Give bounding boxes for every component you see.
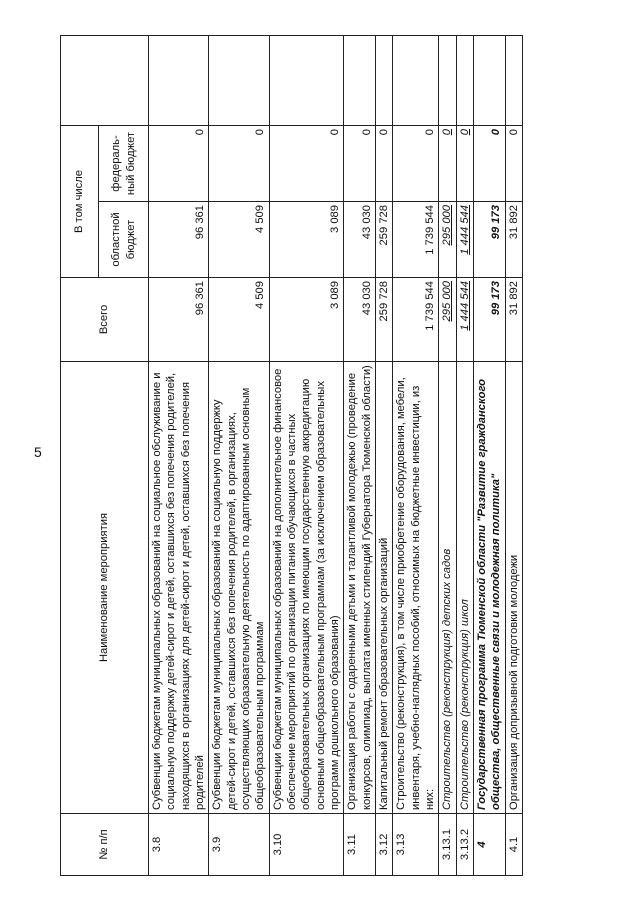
table-row (269, 35, 344, 875)
page-number: 5 (34, 444, 42, 460)
header-name: Наименование мероприятия (61, 362, 149, 814)
row-federal: 0 (209, 125, 269, 201)
table-row (149, 35, 209, 875)
row-empty (456, 35, 473, 125)
row-number: 3.13 (393, 814, 439, 876)
row-regional: 1 444 544 (456, 202, 473, 278)
row-total: 1 739 544 (393, 278, 439, 362)
row-total: 259 728 (375, 278, 392, 362)
row-total: 295 000 (439, 278, 456, 362)
row-name: Субвенции бюджетам муниципальных образований на социальную поддержку детей-сирот и детей, оставшихся без попечения родителей, в организациях, осуществляющих образовательную деятельность по адаптированным основным общеобразовательным программам (209, 362, 269, 814)
row-federal: 0 (473, 125, 505, 201)
table-row (473, 35, 505, 875)
row-name: Строительство (реконструкция), в том числе приобретение оборудования, мебели, инвентаря, учебно-наглядных пособий, относимых на бюджетные инвестиции, из них: (393, 362, 439, 814)
row-empty (269, 35, 344, 125)
table-row (209, 35, 269, 875)
row-federal: 0 (456, 125, 473, 201)
row-federal: 0 (344, 125, 376, 201)
header-empty (61, 35, 149, 125)
row-number: 4 (473, 814, 505, 876)
row-number: 3.8 (149, 814, 209, 876)
row-federal: 0 (393, 125, 439, 201)
row-total: 3 089 (269, 278, 344, 362)
table-row (375, 35, 392, 875)
row-empty (149, 35, 209, 125)
row-federal: 0 (375, 125, 392, 201)
row-federal: 0 (505, 125, 522, 201)
row-number: 3.10 (269, 814, 344, 876)
row-regional: 43 030 (344, 202, 376, 278)
row-regional: 96 361 (149, 202, 209, 278)
row-name: Строительство (реконструкция) школ (456, 362, 473, 814)
row-total: 1 444 544 (456, 278, 473, 362)
row-empty (505, 35, 522, 125)
row-name: Организация работы с одаренными детьми и талантливой молодежью (проведение конкурсов, олимпиад, выплата именных стипендий Губернатора Тюменской области) (344, 362, 376, 814)
header-no: № п/п (61, 814, 149, 876)
row-regional: 99 173 (473, 202, 505, 278)
row-regional: 4 509 (209, 202, 269, 278)
row-regional: 295 000 (439, 202, 456, 278)
row-empty (473, 35, 505, 125)
row-empty (393, 35, 439, 125)
row-empty (344, 35, 376, 125)
row-federal: 0 (439, 125, 456, 201)
row-number: 3.11 (344, 814, 376, 876)
row-number: 3.12 (375, 814, 392, 876)
row-total: 4 509 (209, 278, 269, 362)
row-regional: 259 728 (375, 202, 392, 278)
row-federal: 0 (269, 125, 344, 201)
header-incl: В том числе (61, 125, 99, 277)
budget-table (60, 35, 523, 876)
table-row (456, 35, 473, 875)
table-row (344, 35, 376, 875)
row-total: 99 173 (473, 278, 505, 362)
row-empty (209, 35, 269, 125)
row-number: 3.13.1 (439, 814, 456, 876)
row-name: Государственная программа Тюменской области "Развитие гражданского общества, общественные связи и молодежная политика" (473, 362, 505, 814)
table-row (439, 35, 456, 875)
table-row (393, 35, 439, 875)
row-name: Организация допризывной подготовки молодежи (505, 362, 522, 814)
row-number: 3.9 (209, 814, 269, 876)
row-name: Субвенции бюджетам муниципальных образований на социальное обслуживание и социальную поддержку детей-сирот и детей, оставшихся без попечения родителей, находящихся в организациях для детей-сирот и детей, оставшихся без попечения родителей (149, 362, 209, 814)
header-federal: федераль-ный бюджет (99, 125, 149, 201)
row-name: Капитальный ремонт образовательных организаций (375, 362, 392, 814)
row-total: 43 030 (344, 278, 376, 362)
row-regional: 1 739 544 (393, 202, 439, 278)
rotated-page (60, 36, 580, 876)
row-total: 96 361 (149, 278, 209, 362)
row-empty (439, 35, 456, 125)
row-federal: 0 (149, 125, 209, 201)
row-name: Строительство (реконструкция) детских садов (439, 362, 456, 814)
row-number: 3.13.2 (456, 814, 473, 876)
header-total: Всего (61, 278, 149, 362)
header-regional: областной бюджет (99, 202, 149, 278)
row-name: Субвенции бюджетам муниципальных образований на дополнительное финансовое обеспечение мероприятий по организации питания обучающихся в частных общеобразовательных организациях по имеющим государственную аккредитацию основным общеобразовательным программам (за исключением образовательных программ дошкольного образования) (269, 362, 344, 814)
table-row (505, 35, 522, 875)
row-empty (375, 35, 392, 125)
row-number: 4.1 (505, 814, 522, 876)
row-regional: 3 089 (269, 202, 344, 278)
row-total: 31 892 (505, 278, 522, 362)
row-regional: 31 892 (505, 202, 522, 278)
